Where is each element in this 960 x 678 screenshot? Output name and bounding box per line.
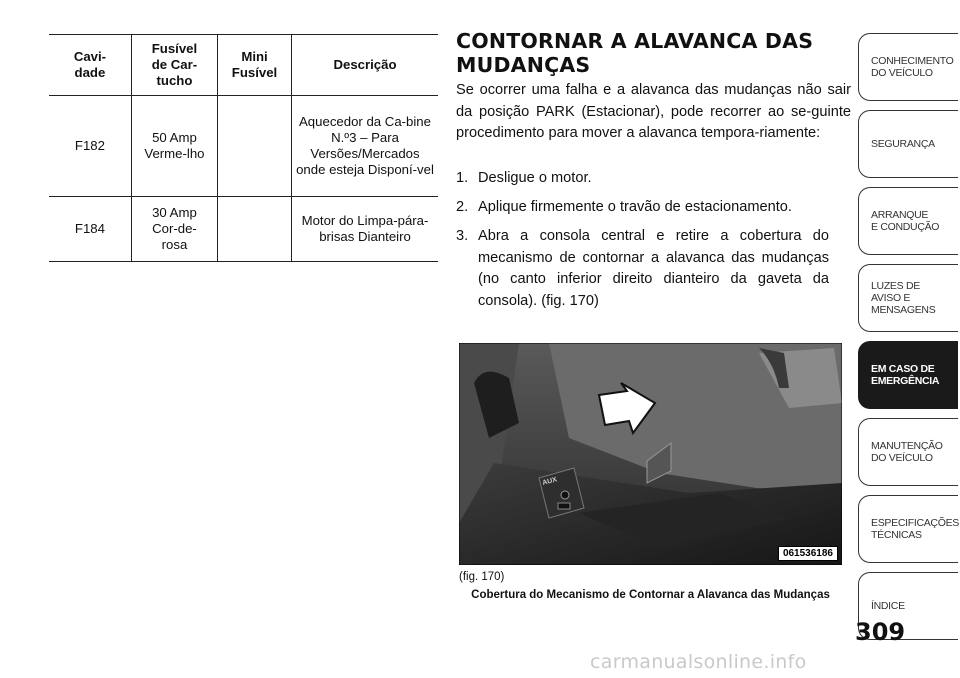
cell-cartridge-fuse — [131, 96, 217, 197]
col-header-mini-text: Mini Fusível — [231, 49, 278, 80]
table-header-row — [49, 35, 438, 96]
procedure-step — [456, 197, 829, 219]
cell-description — [292, 197, 439, 262]
cell-cavity: F182 — [74, 138, 105, 153]
page-number: 309 — [855, 618, 906, 646]
cell-description-text: Motor do Limpa-pára-brisas Dianteiro — [301, 213, 429, 244]
procedure-steps — [456, 168, 829, 320]
col-header-description — [292, 35, 439, 96]
tab-label: CONHECIMENTO DO VEÍCULO — [871, 55, 954, 79]
console-photo — [459, 343, 842, 565]
tab-em-caso-de-emergencia[interactable] — [858, 341, 958, 409]
section-heading: CONTORNAR A ALAVANCA DAS MUDANÇAS — [456, 29, 814, 77]
cell-cartridge-fuse — [131, 197, 217, 262]
tab-manutencao-do-veiculo[interactable] — [858, 418, 958, 486]
cell-cavity: F184 — [74, 221, 105, 236]
step-number: 1. — [456, 170, 469, 186]
tab-especificacoes-tecnicas[interactable] — [858, 495, 958, 563]
col-header-cavity — [49, 35, 131, 96]
figure-caption: Cobertura do Mecanismo de Contornar a Alavanca das Mudanças — [471, 589, 830, 601]
tab-arranque-e-conducao[interactable] — [858, 187, 958, 255]
figure-code: 061536186 — [778, 546, 838, 561]
tab-label: ÍNDICE — [871, 600, 905, 612]
tab-label: LUZES DE AVISO E MENSAGENS — [871, 280, 936, 316]
cell-mini-fuse — [218, 197, 292, 262]
col-header-cavity-text: Cavi- dade — [73, 49, 107, 80]
cell-description — [292, 96, 439, 197]
fuse-table — [49, 34, 438, 262]
cell-description-text: Aquecedor da Ca-bine N.º3 – Para Versões/Mercados onde esteja Disponí-vel — [296, 114, 434, 177]
figure-reference: (fig. 170) — [459, 571, 505, 583]
tab-label: MANUTENÇÃO DO VEÍCULO — [871, 440, 943, 464]
step-number: 3. — [456, 228, 469, 244]
aux-jack — [561, 491, 569, 499]
tab-label: EM CASO DE EMERGÊNCIA — [871, 363, 940, 387]
step-text: Abra a consola central e retire a cobertura do mecanismo de contornar a alavanca das mudanças (no canto inferior direito dianteiro da gaveta da consola). (fig. 170) — [478, 228, 829, 309]
step-number: 2. — [456, 199, 469, 215]
usb-port — [558, 503, 570, 509]
procedure-step — [456, 168, 829, 190]
tab-seguranca[interactable] — [858, 110, 958, 178]
col-header-cartridge-fuse — [131, 35, 217, 96]
col-header-description-text: Descrição — [333, 57, 397, 72]
step-text: Aplique firmemente o travão de estacionamento. — [478, 199, 792, 215]
intro-paragraph: Se ocorrer uma falha e a alavanca das mudanças não sair da posição PARK (Estacionar), pode recorrer ao se-guinte procedimento para mover a alavanca tempora-riamente: — [456, 82, 851, 141]
col-header-cartridge-text: Fusível de Car- tucho — [151, 41, 198, 88]
procedure-step — [456, 226, 829, 312]
watermark: carmanualsonline.info — [590, 651, 807, 673]
aux-label: AUX — [541, 476, 558, 487]
step-text: Desligue o motor. — [478, 170, 592, 186]
cell-cartridge-text: 50 Amp Verme-lho — [144, 130, 205, 161]
tab-label: SEGURANÇA — [871, 138, 935, 150]
table-row — [49, 96, 438, 197]
tab-luzes-de-aviso[interactable] — [858, 264, 958, 332]
col-header-mini-fuse — [218, 35, 292, 96]
tab-conhecimento-do-veiculo[interactable] — [858, 33, 958, 101]
console-illustration — [459, 343, 842, 565]
table-row — [49, 197, 438, 262]
cell-mini-fuse — [218, 96, 292, 197]
tab-label: ESPECIFICAÇÕES TÉCNICAS — [871, 517, 959, 541]
cell-cartridge-text: 30 Amp Cor-de-rosa — [152, 205, 197, 252]
tab-label: ARRANQUE E CONDUÇÃO — [871, 209, 940, 233]
